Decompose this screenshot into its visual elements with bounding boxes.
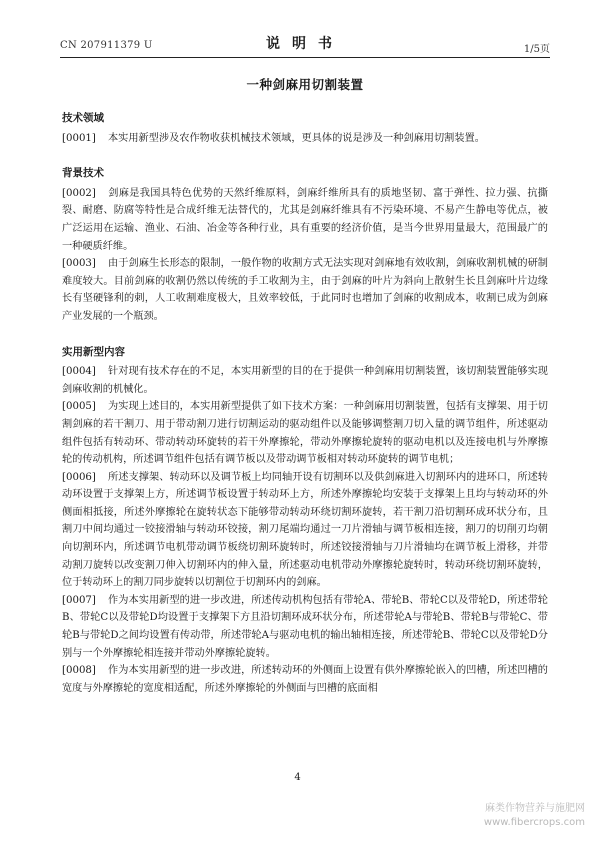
page-count: 1/5页	[523, 44, 550, 55]
section-background	[62, 165, 548, 325]
paragraph-number: [0002]	[62, 187, 96, 199]
paragraph	[62, 662, 548, 697]
watermark-url: www.fibercrops.com	[483, 817, 585, 828]
watermark-site-name: 麻类作物营养与施肥网	[485, 803, 585, 814]
paragraph-text: 本实用新型涉及农作物收获机械技术领域，更具体的说是涉及一种剑麻用切割装置。	[108, 132, 485, 144]
paragraph-number: [0001]	[62, 132, 96, 144]
paragraph-number: [0007]	[62, 594, 96, 606]
site-watermark	[484, 802, 585, 830]
paragraph-text: 作为本实用新型的进一步改进，所述转动环的外侧面上设置有供外摩擦轮嵌入的凹槽，所述凹槽的宽度与外摩擦轮的宽度相适配，所述外摩擦轮的外侧面与凹槽的底面相	[62, 665, 548, 694]
paragraph-text: 作为本实用新型的进一步改进，所述传动机构包括有带轮A、带轮B、带轮C以及带轮D，所述带轮B、带轮C以及带轮D均设置于支撑架下方且沿切割环成环状分布，所述带轮A与带轮B、带轮B与带轮C、带轮B与带轮D之间均设置有传动带，所述带轮A与驱动电机的输出轴相连接，所述带轮B、带轮C以及带轮D分别与一个外摩擦轮相连接并带动外摩擦轮旋转。	[62, 594, 548, 659]
paragraph-text: 由于剑麻生长形态的限制，一般作物的收割方式无法实现对剑麻地有效收割，剑麻收割机械的研制难度较大。目前剑麻的收割仍然以传统的手工收割为主，由于剑麻的叶片为斜向上散射生长且剑麻叶片边缘长有坚硬锋利的刺，人工收割难度极大，且效率较低，于此同时也增加了剑麻的收割成本，收割已成为剑麻产业发展的一个瓶颈。	[62, 258, 548, 322]
paragraph	[62, 469, 548, 592]
header-divider	[60, 57, 550, 58]
paragraph-number: [0008]	[62, 665, 96, 677]
paragraph-text: 针对现有技术存在的不足，本实用新型的目的在于提供一种剑麻用切割装置，该切割装置能够实现剑麻收割的机械化。	[62, 366, 548, 395]
paragraph-number: [0003]	[62, 258, 96, 270]
paragraph	[62, 185, 548, 255]
publication-number: CN 207911379 U	[60, 40, 153, 51]
section-heading: 背景技术	[62, 167, 104, 180]
paragraph-text: 剑麻是我国具特色优势的天然纤维原料，剑麻纤维所具有的质地坚韧、富于弹性、拉力强、抗撕裂、耐磨、防腐等特性是合成纤维无法替代的，尤其是剑麻纤维具有不污染环境、不易产生静电等优点，被广泛运用在运输、渔业、石油、冶金等各种行业，具有重要的经济价值，是当今世界用量最大，范围最广的一种硬质纤维。	[62, 187, 548, 252]
paragraph-number: [0004]	[62, 366, 96, 378]
paragraph-text: 为实现上述目的，本实用新型提供了如下技术方案：一种剑麻用切割装置，包括有支撑架、用于切割剑麻的若干割刀、用于带动割刀进行切割运动的驱动组件以及能够调整割刀切入量的调节组件，所述驱动组件包括有转动环、带动转动环旋转的若干外摩擦轮，带动外摩擦轮旋转的驱动电机以及连接电机与外摩擦轮的传动机构，所述调节组件包括有调节板以及带动调节板相对转动环旋转的调节电机；	[62, 401, 548, 466]
section-heading: 技术领域	[62, 112, 104, 124]
patent-title: 一种剑麻用切割装置	[246, 77, 364, 92]
page-number: 4	[294, 772, 301, 783]
paragraph	[62, 130, 548, 148]
paragraph	[62, 255, 548, 325]
paragraph	[62, 398, 548, 468]
paragraph-text: 所述支撑架、转动环以及调节板上均同轴开设有切割环以及供剑麻进入切割环内的进环口，所述转动环设置于支撑架上方，所述调节板设置于转动环上方，所述外摩擦轮均安装于支撑架上且均与转动环的外侧面相抵接，所述外摩擦轮在旋转状态下能够带动转动环绕切割环旋转，若干割刀沿切割环成环状分布，且割刀中间均通过一铰接滑轴与转动环铰接，割刀尾端均通过一刀片滑轴与调节板相连接，割刀的切削刃均朝向切割环内，所述调节电机带动调节板绕切割环旋转时，所述铰接滑轴与刀片滑轴均在调节板上滑移，并带动割刀旋转以改变割刀伸入切割环内的伸入量，所述驱动电机带动外摩擦轮旋转时，转动环绕切割环旋转，位于转动环上的割刀同步旋转以切割位于切割环内的剑麻。	[62, 471, 548, 589]
paragraph	[62, 592, 548, 662]
section-heading: 实用新型内容	[62, 345, 125, 358]
document-body	[62, 110, 548, 697]
paragraph	[62, 363, 548, 398]
paragraph-number: [0005]	[62, 401, 96, 413]
page-header	[60, 28, 550, 58]
section-technical-field	[62, 110, 548, 147]
document-type-title: 说明书	[266, 36, 344, 52]
section-utility-model-content	[62, 344, 548, 698]
paragraph-number: [0006]	[62, 471, 96, 483]
